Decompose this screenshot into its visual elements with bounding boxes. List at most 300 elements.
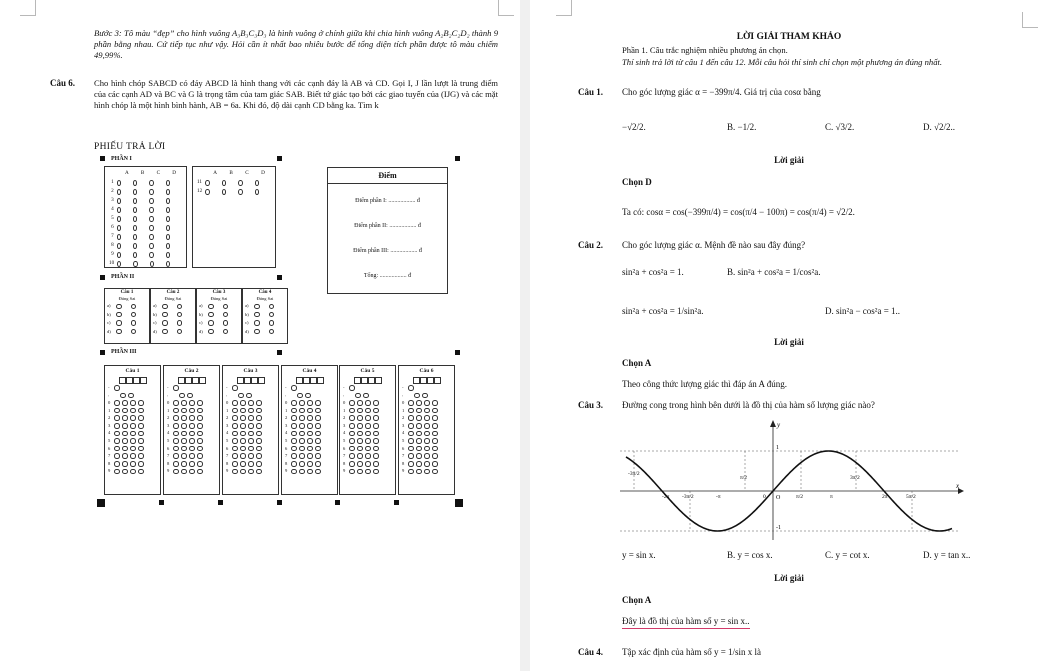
digit-bubble[interactable] [432,461,438,467]
digit-bubble[interactable] [138,461,144,467]
digit-bubble[interactable] [173,400,179,406]
bubble-a[interactable] [117,216,121,222]
digit-bubble[interactable] [114,453,120,459]
digit-bubble[interactable] [432,446,438,452]
digit-bubble[interactable] [189,408,195,414]
digit-bubble[interactable] [189,453,195,459]
bubble-c[interactable] [149,243,153,249]
digit-bubble[interactable] [114,400,120,406]
bubble-true[interactable] [208,329,214,335]
digit-box[interactable] [237,377,244,384]
digit-box[interactable] [413,377,420,384]
digit-bubble[interactable] [424,446,430,452]
digit-bubble[interactable] [114,469,120,475]
digit-bubble[interactable] [256,423,262,429]
bubble-b[interactable] [133,243,137,249]
digit-bubble[interactable] [232,408,238,414]
bubble-true[interactable] [254,312,260,318]
digit-bubble[interactable] [299,423,305,429]
digit-bubble[interactable] [187,393,193,399]
bubble-a[interactable] [117,243,121,249]
digit-bubble[interactable] [122,415,128,421]
digit-bubble[interactable] [173,461,179,467]
digit-bubble[interactable] [130,469,136,475]
digit-bubble[interactable] [256,438,262,444]
bubble-true[interactable] [116,304,122,310]
digit-bubble[interactable] [122,453,128,459]
bubble-a[interactable] [117,234,121,240]
digit-bubble[interactable] [408,431,414,437]
digit-bubble[interactable] [130,438,136,444]
digit-bubble[interactable] [181,400,187,406]
digit-bubble[interactable] [138,431,144,437]
bubble-false[interactable] [269,329,275,335]
digit-bubble[interactable] [173,385,179,391]
bubble-d[interactable] [166,189,170,195]
digit-bubble[interactable] [373,438,379,444]
digit-bubble[interactable] [114,446,120,452]
digit-bubble[interactable] [315,400,321,406]
digit-bubble[interactable] [232,469,238,475]
digit-bubble[interactable] [197,400,203,406]
digit-bubble[interactable] [240,461,246,467]
digit-bubble[interactable] [138,438,144,444]
digit-bubble[interactable] [240,423,246,429]
digit-bubble[interactable] [349,446,355,452]
digit-bubble[interactable] [307,400,313,406]
digit-bubble[interactable] [315,423,321,429]
digit-bubble[interactable] [416,438,422,444]
digit-bubble[interactable] [365,438,371,444]
digit-bubble[interactable] [248,431,254,437]
digit-bubble[interactable] [114,415,120,421]
digit-bubble[interactable] [422,393,428,399]
digit-bubble[interactable] [138,423,144,429]
digit-bubble[interactable] [424,453,430,459]
digit-bubble[interactable] [416,453,422,459]
digit-bubble[interactable] [307,423,313,429]
digit-bubble[interactable] [408,415,414,421]
digit-bubble[interactable] [299,408,305,414]
digit-bubble[interactable] [240,431,246,437]
digit-bubble[interactable] [248,446,254,452]
digit-bubble[interactable] [232,423,238,429]
digit-bubble[interactable] [248,423,254,429]
digit-bubble[interactable] [408,400,414,406]
digit-bubble[interactable] [189,461,195,467]
digit-bubble[interactable] [173,438,179,444]
digit-bubble[interactable] [173,453,179,459]
digit-bubble[interactable] [256,400,262,406]
digit-bubble[interactable] [138,453,144,459]
bubble-false[interactable] [177,320,183,326]
digit-bubble[interactable] [181,446,187,452]
digit-bubble[interactable] [373,461,379,467]
digit-bubble[interactable] [189,446,195,452]
digit-bubble[interactable] [315,461,321,467]
digit-bubble[interactable] [299,469,305,475]
digit-bubble[interactable] [291,446,297,452]
digit-bubble[interactable] [424,461,430,467]
digit-bubble[interactable] [363,393,369,399]
digit-bubble[interactable] [240,400,246,406]
digit-box[interactable] [178,377,185,384]
digit-bubble[interactable] [416,408,422,414]
bubble-true[interactable] [116,320,122,326]
bubble-false[interactable] [131,304,137,310]
digit-bubble[interactable] [256,461,262,467]
digit-bubble[interactable] [373,453,379,459]
digit-box[interactable] [434,377,441,384]
digit-bubble[interactable] [315,453,321,459]
digit-bubble[interactable] [173,469,179,475]
digit-bubble[interactable] [305,393,311,399]
digit-bubble[interactable] [122,461,128,467]
digit-bubble[interactable] [189,438,195,444]
bubble-c[interactable] [238,189,242,195]
digit-bubble[interactable] [130,446,136,452]
digit-bubble[interactable] [197,469,203,475]
bubble-true[interactable] [254,320,260,326]
bubble-a[interactable] [117,180,121,186]
bubble-false[interactable] [269,320,275,326]
digit-box[interactable] [185,377,192,384]
digit-bubble[interactable] [424,431,430,437]
digit-bubble[interactable] [138,408,144,414]
digit-bubble[interactable] [299,400,305,406]
bubble-false[interactable] [223,312,229,318]
digit-bubble[interactable] [416,446,422,452]
digit-bubble[interactable] [357,415,363,421]
digit-bubble[interactable] [315,431,321,437]
digit-bubble[interactable] [432,431,438,437]
bubble-b[interactable] [133,234,137,240]
digit-bubble[interactable] [248,415,254,421]
bubble-d[interactable] [166,234,170,240]
digit-bubble[interactable] [114,461,120,467]
digit-bubble[interactable] [432,400,438,406]
digit-bubble[interactable] [297,393,303,399]
digit-bubble[interactable] [291,408,297,414]
digit-bubble[interactable] [373,431,379,437]
digit-box[interactable] [192,377,199,384]
digit-bubble[interactable] [355,393,361,399]
digit-bubble[interactable] [432,415,438,421]
digit-bubble[interactable] [408,385,414,391]
digit-bubble[interactable] [138,415,144,421]
bubble-false[interactable] [177,312,183,318]
digit-bubble[interactable] [291,438,297,444]
digit-bubble[interactable] [424,469,430,475]
digit-bubble[interactable] [291,431,297,437]
bubble-a[interactable] [117,261,121,267]
digit-bubble[interactable] [181,415,187,421]
digit-bubble[interactable] [416,415,422,421]
bubble-d[interactable] [166,252,170,258]
digit-bubble[interactable] [248,461,254,467]
digit-bubble[interactable] [408,438,414,444]
digit-bubble[interactable] [181,438,187,444]
bubble-b[interactable] [133,207,137,213]
digit-bubble[interactable] [181,423,187,429]
digit-bubble[interactable] [138,446,144,452]
digit-bubble[interactable] [365,431,371,437]
digit-bubble[interactable] [181,453,187,459]
digit-bubble[interactable] [114,438,120,444]
bubble-true[interactable] [116,312,122,318]
bubble-true[interactable] [116,329,122,335]
bubble-false[interactable] [177,329,183,335]
bubble-b[interactable] [133,189,137,195]
digit-bubble[interactable] [299,415,305,421]
digit-bubble[interactable] [232,415,238,421]
bubble-b[interactable] [133,216,137,222]
digit-bubble[interactable] [315,438,321,444]
digit-bubble[interactable] [130,423,136,429]
bubble-a[interactable] [117,198,121,204]
digit-bubble[interactable] [189,400,195,406]
digit-bubble[interactable] [197,408,203,414]
digit-bubble[interactable] [256,408,262,414]
digit-bubble[interactable] [365,415,371,421]
digit-bubble[interactable] [307,431,313,437]
digit-bubble[interactable] [114,423,120,429]
digit-bubble[interactable] [408,408,414,414]
digit-bubble[interactable] [373,408,379,414]
digit-box[interactable] [244,377,251,384]
bubble-false[interactable] [223,320,229,326]
digit-bubble[interactable] [291,385,297,391]
digit-bubble[interactable] [365,423,371,429]
digit-bubble[interactable] [307,469,313,475]
bubble-c[interactable] [238,180,243,186]
digit-bubble[interactable] [248,453,254,459]
digit-bubble[interactable] [424,400,430,406]
digit-bubble[interactable] [238,393,244,399]
bubble-c[interactable] [149,189,153,195]
bubble-false[interactable] [177,304,183,310]
bubble-d[interactable] [255,189,259,195]
digit-bubble[interactable] [357,438,363,444]
digit-bubble[interactable] [349,385,355,391]
digit-bubble[interactable] [122,423,128,429]
digit-bubble[interactable] [120,393,126,399]
digit-bubble[interactable] [432,453,438,459]
digit-bubble[interactable] [307,408,313,414]
digit-bubble[interactable] [432,408,438,414]
bubble-d[interactable] [166,261,170,267]
digit-bubble[interactable] [197,446,203,452]
digit-box[interactable] [119,377,126,384]
bubble-a[interactable] [117,189,121,195]
digit-bubble[interactable] [299,453,305,459]
digit-bubble[interactable] [357,408,363,414]
bubble-true[interactable] [208,320,214,326]
digit-bubble[interactable] [173,423,179,429]
digit-bubble[interactable] [299,461,305,467]
digit-bubble[interactable] [408,469,414,475]
digit-bubble[interactable] [197,461,203,467]
digit-bubble[interactable] [189,469,195,475]
digit-bubble[interactable] [416,469,422,475]
digit-bubble[interactable] [315,469,321,475]
digit-bubble[interactable] [424,423,430,429]
digit-bubble[interactable] [365,453,371,459]
bubble-false[interactable] [131,320,137,326]
bubble-true[interactable] [254,304,260,310]
bubble-b[interactable] [133,180,137,186]
digit-bubble[interactable] [349,438,355,444]
digit-bubble[interactable] [240,446,246,452]
digit-bubble[interactable] [173,431,179,437]
digit-bubble[interactable] [256,469,262,475]
digit-bubble[interactable] [408,446,414,452]
bubble-a[interactable] [205,180,210,186]
digit-box[interactable] [368,377,375,384]
digit-box[interactable] [317,377,324,384]
digit-bubble[interactable] [189,423,195,429]
bubble-d[interactable] [166,216,170,222]
digit-bubble[interactable] [122,408,128,414]
digit-box[interactable] [126,377,133,384]
bubble-b[interactable] [133,261,137,267]
bubble-false[interactable] [223,329,229,335]
digit-bubble[interactable] [232,431,238,437]
digit-bubble[interactable] [197,438,203,444]
bubble-d[interactable] [166,225,170,231]
digit-bubble[interactable] [315,408,321,414]
digit-bubble[interactable] [122,438,128,444]
digit-bubble[interactable] [256,453,262,459]
bubble-true[interactable] [162,329,168,335]
digit-bubble[interactable] [349,431,355,437]
digit-bubble[interactable] [357,400,363,406]
digit-bubble[interactable] [307,438,313,444]
digit-bubble[interactable] [181,469,187,475]
digit-bubble[interactable] [128,393,134,399]
digit-bubble[interactable] [197,415,203,421]
digit-bubble[interactable] [240,415,246,421]
digit-bubble[interactable] [130,453,136,459]
bubble-b[interactable] [133,252,137,258]
digit-bubble[interactable] [248,469,254,475]
digit-bubble[interactable] [373,423,379,429]
digit-bubble[interactable] [357,469,363,475]
digit-bubble[interactable] [299,438,305,444]
digit-bubble[interactable] [240,453,246,459]
digit-bubble[interactable] [307,446,313,452]
digit-bubble[interactable] [256,431,262,437]
digit-box[interactable] [420,377,427,384]
digit-box[interactable] [258,377,265,384]
digit-bubble[interactable] [307,461,313,467]
digit-bubble[interactable] [291,453,297,459]
digit-bubble[interactable] [130,415,136,421]
digit-bubble[interactable] [315,415,321,421]
digit-bubble[interactable] [173,446,179,452]
digit-bubble[interactable] [291,415,297,421]
bubble-false[interactable] [131,312,137,318]
bubble-d[interactable] [166,207,170,213]
digit-bubble[interactable] [349,423,355,429]
digit-bubble[interactable] [357,446,363,452]
bubble-b[interactable] [222,189,226,195]
digit-bubble[interactable] [130,400,136,406]
digit-bubble[interactable] [197,431,203,437]
digit-bubble[interactable] [424,408,430,414]
digit-box[interactable] [427,377,434,384]
digit-bubble[interactable] [122,400,128,406]
digit-bubble[interactable] [246,393,252,399]
digit-bubble[interactable] [122,431,128,437]
bubble-a[interactable] [117,252,121,258]
bubble-c[interactable] [149,198,153,204]
bubble-false[interactable] [131,329,137,335]
digit-bubble[interactable] [315,446,321,452]
digit-bubble[interactable] [291,461,297,467]
digit-bubble[interactable] [365,469,371,475]
digit-bubble[interactable] [179,393,185,399]
digit-bubble[interactable] [181,431,187,437]
digit-bubble[interactable] [181,408,187,414]
digit-bubble[interactable] [365,461,371,467]
digit-bubble[interactable] [138,400,144,406]
digit-bubble[interactable] [130,461,136,467]
digit-box[interactable] [296,377,303,384]
digit-bubble[interactable] [232,438,238,444]
digit-bubble[interactable] [349,453,355,459]
digit-bubble[interactable] [291,400,297,406]
digit-bubble[interactable] [357,423,363,429]
digit-bubble[interactable] [349,400,355,406]
digit-bubble[interactable] [240,469,246,475]
bubble-b[interactable] [222,180,227,186]
digit-bubble[interactable] [197,453,203,459]
bubble-d[interactable] [255,180,260,186]
digit-bubble[interactable] [122,469,128,475]
digit-bubble[interactable] [130,431,136,437]
bubble-c[interactable] [149,234,153,240]
digit-bubble[interactable] [365,400,371,406]
digit-bubble[interactable] [357,461,363,467]
bubble-c[interactable] [149,216,153,222]
digit-bubble[interactable] [299,431,305,437]
bubble-a[interactable] [117,207,121,213]
digit-bubble[interactable] [197,423,203,429]
bubble-b[interactable] [133,198,137,204]
digit-bubble[interactable] [114,408,120,414]
digit-bubble[interactable] [232,446,238,452]
bubble-c[interactable] [149,207,153,213]
bubble-true[interactable] [162,320,168,326]
digit-bubble[interactable] [189,431,195,437]
digit-bubble[interactable] [232,461,238,467]
digit-box[interactable] [303,377,310,384]
digit-bubble[interactable] [291,469,297,475]
digit-bubble[interactable] [248,400,254,406]
bubble-true[interactable] [208,312,214,318]
bubble-false[interactable] [269,304,275,310]
digit-bubble[interactable] [130,408,136,414]
digit-box[interactable] [354,377,361,384]
digit-bubble[interactable] [240,408,246,414]
digit-bubble[interactable] [424,415,430,421]
digit-bubble[interactable] [248,408,254,414]
digit-bubble[interactable] [114,431,120,437]
digit-bubble[interactable] [173,408,179,414]
digit-bubble[interactable] [365,408,371,414]
digit-box[interactable] [140,377,147,384]
